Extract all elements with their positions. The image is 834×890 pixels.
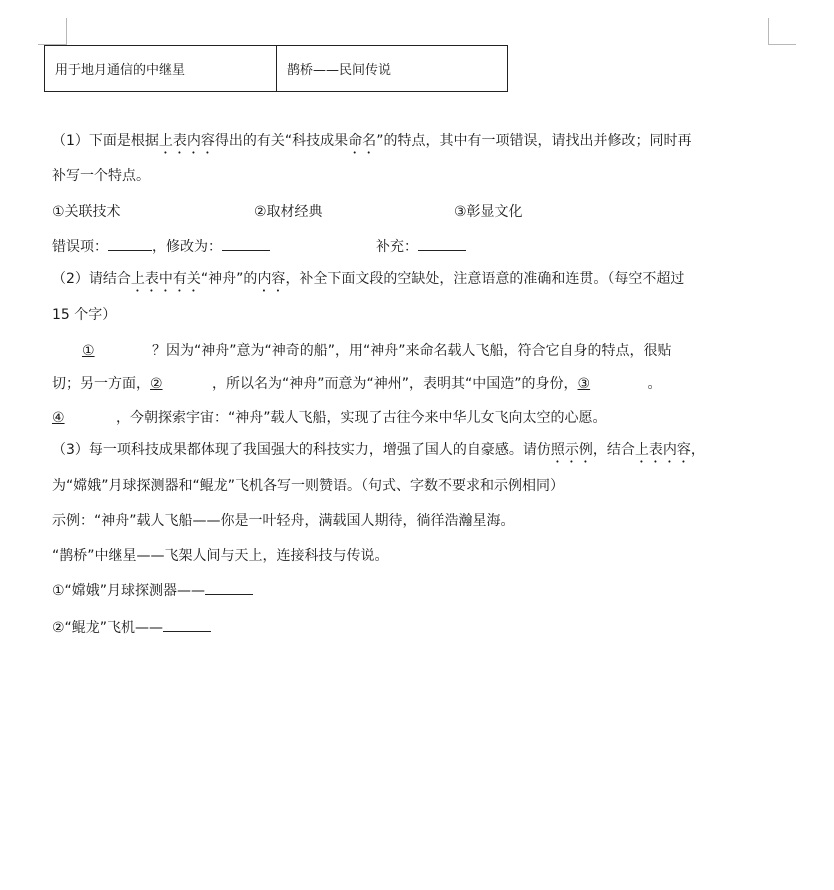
q1-answer-line — [52, 236, 270, 257]
error-item-blank[interactable] — [108, 236, 152, 251]
q1-option-3: ③彰显文化 — [454, 204, 523, 220]
q2-paragraph-line1: ① ？因为“神舟”意为“神奇的船”，用“神舟”来命名载人飞船，符合它自身的特点，很贴 — [82, 343, 672, 359]
q3-item-change: ①“嫦娥”月球探测器—— — [52, 580, 253, 601]
error-item-label: 错误项： — [52, 239, 108, 255]
change-answer-blank[interactable] — [205, 580, 253, 595]
kunlong-answer-blank[interactable] — [163, 617, 211, 632]
q2-prompt-line1: （2）请结合上表中有关“神舟”的内容，补全下面文段的空缺处，注意语意的准确和连贯。（每空不超过 — [52, 271, 685, 287]
crop-mark-right-vertical — [768, 18, 769, 45]
table-cell-achievement: 用于地月通信的中继星 — [45, 46, 277, 91]
table-cell-name-origin: 鹊桥——民间传说 — [287, 63, 392, 78]
crop-mark-right-horizontal — [768, 44, 796, 45]
q1-option-2: ②取材经典 — [254, 204, 323, 220]
q1-supplement-line — [376, 236, 466, 257]
blank-1[interactable]: ① — [82, 343, 95, 359]
q3-example-1: 示例：“神舟”载人飞船——你是一叶轻舟，满载国人期待，徜徉浩瀚星海。 — [52, 513, 515, 529]
q2-paragraph-line3: ④ ，今朝探索宇宙：“神舟”载人飞船，实现了古往今来中华儿女飞向太空的心愿。 — [52, 410, 607, 426]
q2-paragraph-line2: 切；另一方面，② ，所以名为“神舟”而意为“神州”，表明其“中国造”的身份，③ 。 — [52, 376, 662, 392]
blank-3[interactable]: ③ — [577, 376, 591, 392]
blank-2[interactable]: ② — [150, 376, 163, 392]
crop-mark-left-vertical — [66, 18, 67, 45]
supplement-blank[interactable] — [418, 236, 466, 251]
q1-prompt-line1: （1）下面是根据上表内容得出的有关“科技成果命名”的特点，其中有一项错误，请找出并修改；同时再 — [52, 133, 692, 149]
q1-option-1: ①关联技术 — [52, 204, 121, 220]
blank-4[interactable]: ④ — [52, 410, 65, 426]
naming-table-row — [44, 45, 508, 92]
supplement-label: 补充： — [376, 239, 418, 255]
q1-prompt-line2: 补写一个特点。 — [52, 168, 150, 184]
q3-item-kunlong: ②“鲲龙”飞机—— — [52, 617, 211, 638]
q3-prompt-line2: 为“嫦娥”月球探测器和“鲲龙”飞机各写一则赞语。（句式、字数不要求和示例相同） — [52, 478, 565, 494]
q2-prompt-line2: 15 个字） — [52, 307, 117, 323]
modify-label: ，修改为： — [152, 239, 222, 255]
modify-blank[interactable] — [222, 236, 270, 251]
q3-prompt-line1: （3）每一项科技成果都体现了我国强大的科技实力，增强了国人的自豪感。请仿照示例，结合上表内容， — [52, 442, 705, 458]
q3-example-2: “鹊桥”中继星——飞架人间与天上，连接科技与传说。 — [52, 548, 389, 564]
